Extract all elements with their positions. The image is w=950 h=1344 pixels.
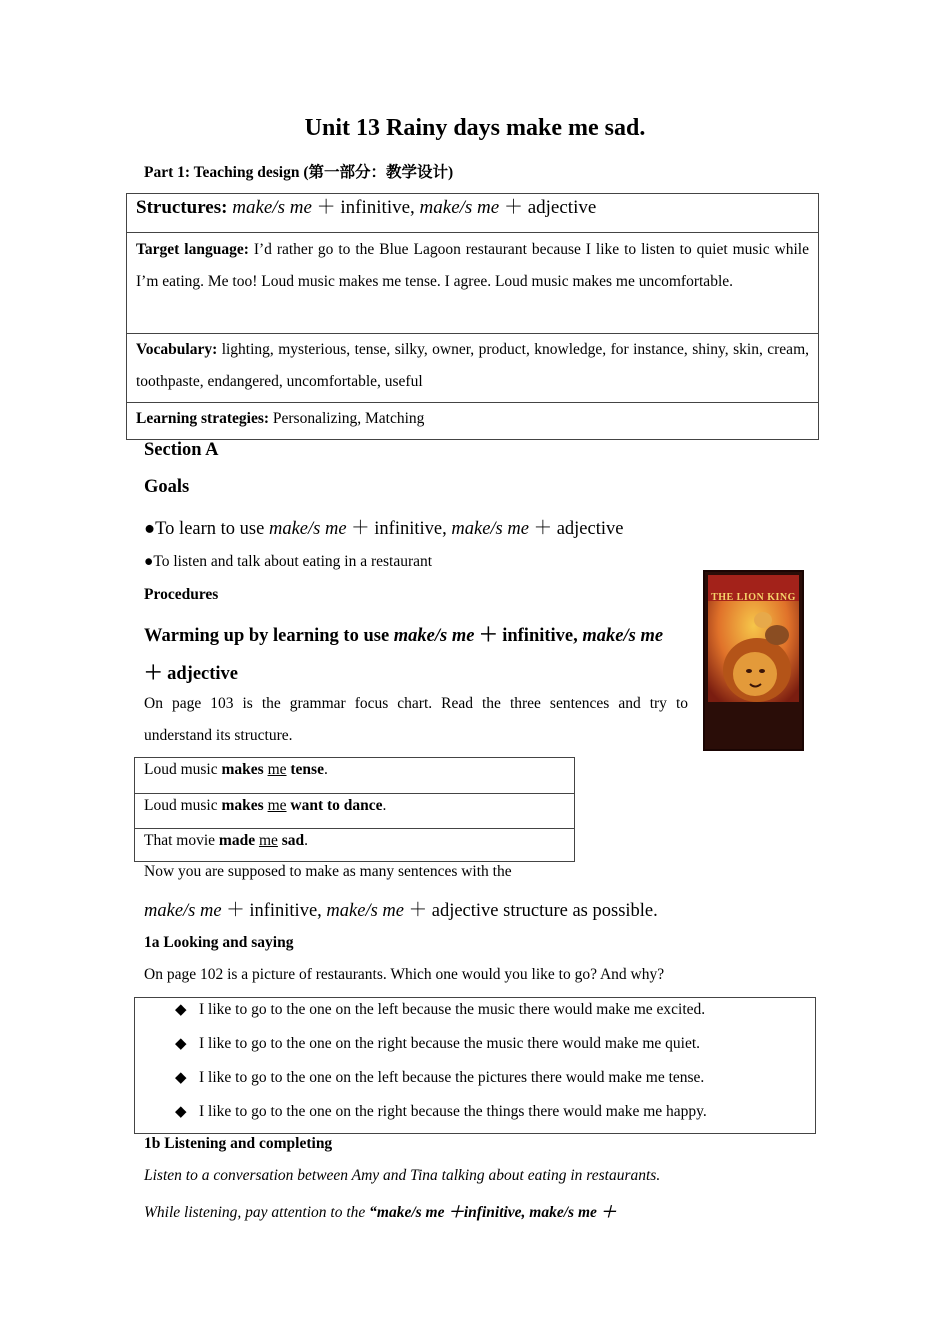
example-period: . <box>323 761 328 778</box>
example-row <box>135 828 574 863</box>
poster-title: THE LION KING <box>711 592 796 603</box>
while-prefix: While listening, pay attention to the <box>144 1204 370 1221</box>
answer-text: I like to go to the one on the left because the pictures there would make me tense. <box>199 1069 705 1086</box>
example-me: me <box>258 832 278 849</box>
target-language-text: I’d rather go to the Blue Lagoon restaurant because I like to listen to quiet music while I’m eating. Me too! Loud music makes me tense. I agree. Loud music makes me uncomfortable. <box>136 241 809 290</box>
example-me: me <box>267 761 287 778</box>
structure-make-2: make/s me <box>326 901 404 921</box>
while-line <box>144 1200 616 1222</box>
warmup-p3: ＋ adjective <box>144 664 239 684</box>
structures-end: ＋ adjective <box>499 197 597 218</box>
strategies-text: Personalizing, Matching <box>269 410 425 427</box>
diamond-bullet-icon: ◆ <box>175 1036 187 1052</box>
lion-king-poster <box>703 570 804 751</box>
page-title: Unit 13 Rainy days make me sad. <box>304 115 646 141</box>
example-tail: sad <box>281 832 305 849</box>
paragraph-1a: On page 102 is a picture of restaurants. Which one would you like to go? And why? <box>144 966 665 983</box>
diamond-bullet-icon: ◆ <box>175 1104 187 1120</box>
answer-item <box>175 1000 705 1019</box>
heading-1b: 1b Listening and completing <box>144 1135 333 1152</box>
heading-1a: 1a Looking and saying <box>144 934 294 951</box>
goal-1-prefix: ●To learn to use <box>144 519 269 539</box>
example-row <box>135 758 574 793</box>
warmup-make-2: make/s me <box>582 626 664 646</box>
example-verb: makes <box>221 797 264 814</box>
example-verb: made <box>218 832 256 849</box>
structure-mid: ＋ infinitive, <box>221 901 327 921</box>
examples-table <box>134 757 575 862</box>
structure-line <box>144 896 658 922</box>
warmup-p2: ＋ infinitive, <box>474 626 583 646</box>
goal-2: ●To listen and talk about eating in a restaurant <box>144 553 433 570</box>
vocabulary-text: lighting, mysterious, tense, silky, owner, product, knowledge, for instance, shiny, skin, cream, toothpaste, endangered, uncomfortable, useful <box>136 341 809 390</box>
example-verb: makes <box>221 761 264 778</box>
example-row <box>135 793 574 828</box>
example-subject: Loud music <box>144 761 222 778</box>
while-bold: “make/s me ＋infinitive, make/s me ＋ <box>369 1204 617 1221</box>
example-me: me <box>267 797 287 814</box>
section-a-heading: Section A <box>144 440 219 460</box>
goal-1-mid: ＋ infinitive, <box>346 519 452 539</box>
goal-1 <box>144 514 623 540</box>
goal-1-suffix: ＋ adjective <box>528 519 624 539</box>
structure-suffix: ＋ adjective structure as possible. <box>403 901 658 921</box>
example-period: . <box>382 797 387 814</box>
target-language-label: Target language: <box>136 241 249 258</box>
vocabulary-row <box>127 333 818 403</box>
example-subject: Loud music <box>144 797 222 814</box>
now-line: Now you are supposed to make as many sentences with the <box>144 863 512 880</box>
answer-item <box>175 1034 700 1053</box>
answers-box <box>134 997 816 1134</box>
example-tail: tense <box>290 761 324 778</box>
diamond-bullet-icon: ◆ <box>175 1002 187 1018</box>
target-language-row <box>127 232 818 334</box>
structures-make-1: make/s me <box>232 197 312 218</box>
goal-1-make-2: make/s me <box>451 519 529 539</box>
goal-1-make-1: make/s me <box>268 519 347 539</box>
diamond-bullet-icon: ◆ <box>175 1070 187 1086</box>
teaching-design-table <box>126 193 819 440</box>
strategies-label: Learning strategies: <box>136 410 270 427</box>
procedures-heading: Procedures <box>144 586 219 603</box>
grammar-paragraph: On page 103 is the grammar focus chart. Read the three sentences and try to understand its structure. <box>144 695 688 744</box>
structures-row <box>127 194 818 232</box>
example-period: . <box>304 832 309 849</box>
example-subject: That movie <box>144 832 219 849</box>
warmup-p1: Warming up by learning to use <box>144 626 394 646</box>
warmup-make-1: make/s me <box>393 626 475 646</box>
part-heading: Part 1: Teaching design (第一部分：教学设计) <box>144 164 454 181</box>
structures-label: Structures: <box>136 197 228 218</box>
answer-text: I like to go to the one on the right because the music there would make me quiet. <box>199 1035 701 1052</box>
warmup-heading <box>144 617 689 693</box>
structures-mid: ＋ infinitive, <box>311 197 420 218</box>
structures-make-2: make/s me <box>419 197 500 218</box>
goals-heading: Goals <box>144 477 190 497</box>
strategies-row <box>127 402 818 440</box>
example-tail: want to dance <box>290 797 383 814</box>
answer-item <box>175 1068 704 1087</box>
answer-item <box>175 1102 707 1121</box>
answer-text: I like to go to the one on the right because the things there would make me happy. <box>199 1103 707 1120</box>
structure-make-1: make/s me <box>144 901 222 921</box>
answer-text: I like to go to the one on the left because the music there would make me excited. <box>199 1001 706 1018</box>
vocabulary-label: Vocabulary: <box>136 341 218 358</box>
listen-line: Listen to a conversation between Amy and Tina talking about eating in restaurants. <box>144 1167 661 1184</box>
